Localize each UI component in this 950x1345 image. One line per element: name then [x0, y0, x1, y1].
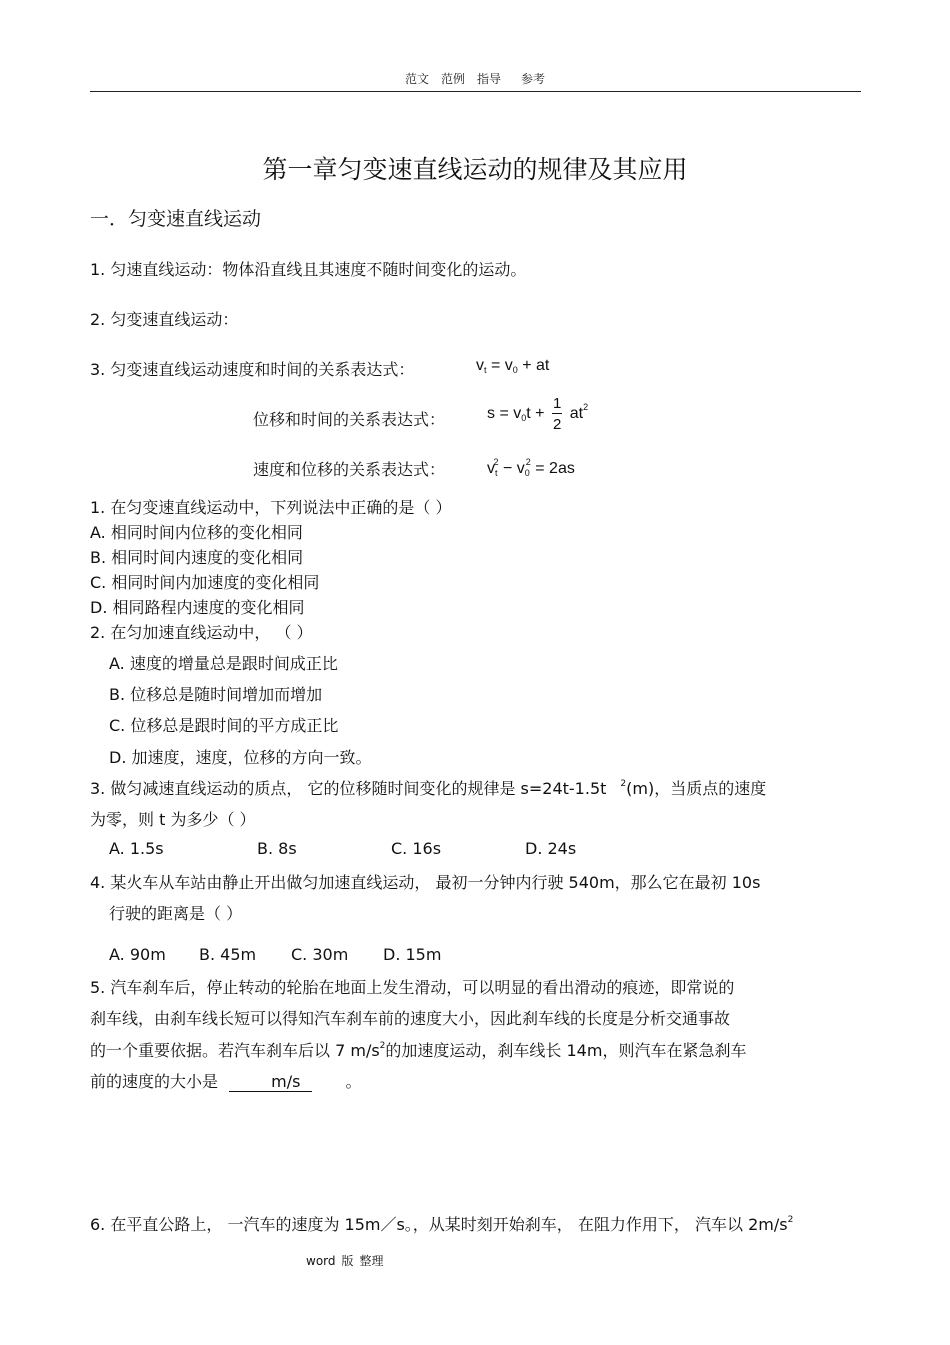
- question-5-line-3: 的一个重要依据。若汽车刹车后以 7 $m/s^2$的加速度运动，刹车线长 14m，则汽车在紧急刹车: [90, 1041, 747, 1060]
- definition-1: 1. 匀速直线运动：物体沿直线且其速度不随时间变化的运动。: [90, 260, 527, 279]
- definition-2: 2. 匀变速直线运动：: [90, 310, 239, 329]
- question-3-option-c: C. 16s: [391, 839, 442, 858]
- velocity-time-formula: $v_t = v_0$ + at: [476, 357, 550, 375]
- displacement-time-label: 位移和时间的关系表达式：: [253, 410, 446, 429]
- section-heading: 一．匀变速直线运动: [90, 208, 262, 230]
- question-1-option-a: A. 相同时间内位移的变化相同: [90, 523, 303, 542]
- question-3-option-a: A. 1.5s: [109, 839, 164, 858]
- page-header: [0, 70, 950, 87]
- question-3-line-2: 为零，则 t 为多少（ ）: [90, 810, 256, 829]
- answer-blank: m/s: [229, 1072, 312, 1092]
- velocity-displacement-formula: $v_t^2 - v_0^2 = 2as$: [487, 457, 575, 478]
- question-4-option-c: C. 30m: [291, 945, 349, 964]
- question-6-line-1: 6. 在平直公路上， 一汽车的速度为 15m／s。，从某时刻开始刹车， 在阻力作用下， 汽车以 $2m/s^2$: [90, 1215, 794, 1234]
- question-5-line-2: 刹车线，由刹车线长短可以得知汽车刹车前的速度大小，因此刹车线的长度是分析交通事故: [90, 1009, 731, 1028]
- page-title: 第一章匀变速直线运动的规律及其应用: [262, 155, 688, 184]
- question-3-option-b: B. 8s: [257, 839, 297, 858]
- header-word: 指导: [477, 72, 502, 86]
- question-3-line-1: 3. 做匀减速直线运动的质点， 它的位移随时间变化的规律是 s=24t-1.5t $^2$(m)，当质点的速度: [90, 779, 767, 798]
- definition-3: 3. 匀变速直线运动速度和时间的关系表达式：: [90, 360, 415, 379]
- header-rule: [90, 91, 861, 92]
- question-2-option-a: A. 速度的增量总是跟时间成正比: [109, 654, 338, 673]
- page-footer: word 版 整理: [306, 1254, 384, 1268]
- header-word: 范文: [404, 72, 429, 86]
- header-word: 范例: [440, 72, 465, 86]
- question-2-stem: 2. 在匀加速直线运动中， （ ）: [90, 623, 313, 642]
- question-5-line-1: 5. 汽车刹车后，停止转动的轮胎在地面上发生滑动，可以明显的看出滑动的痕迹，即常说的: [90, 978, 735, 997]
- question-1-option-b: B. 相同时间内速度的变化相同: [90, 548, 304, 567]
- question-4-line-2: 行驶的距离是（ ）: [109, 904, 243, 923]
- question-1-stem: 1. 在匀变速直线运动中，下列说法中正确的是（ ）: [90, 498, 452, 517]
- displacement-time-formula: $s = v_0t$ + $\frac{1}{2}$ $at^2$: [487, 395, 589, 433]
- question-4-option-a: A. 90m: [109, 945, 166, 964]
- question-1-option-d: D. 相同路程内速度的变化相同: [90, 598, 305, 617]
- fraction-one-half: $\frac{1}{2}$: [552, 395, 562, 433]
- question-2-option-b: B. 位移总是随时间增加而增加: [109, 685, 323, 704]
- question-1-option-c: C. 相同时间内加速度的变化相同: [90, 573, 320, 592]
- question-4-line-1: 4. 某火车从车站由静止开出做匀加速直线运动， 最初一分钟内行驶 540m，那么它在最初 10s: [90, 873, 761, 892]
- question-2-option-d: D. 加速度，速度，位移的方向一致。: [109, 748, 372, 767]
- question-4-option-b: B. 45m: [199, 945, 257, 964]
- question-2-option-c: C. 位移总是跟时间的平方成正比: [109, 716, 339, 735]
- question-4-option-d: D. 15m: [383, 945, 442, 964]
- header-word: 参考: [521, 72, 546, 86]
- velocity-displacement-label: 速度和位移的关系表达式：: [253, 460, 446, 479]
- question-3-option-d: D. 24s: [525, 839, 577, 858]
- question-5-line-4: 前的速度的大小是 m/s 。: [90, 1072, 362, 1091]
